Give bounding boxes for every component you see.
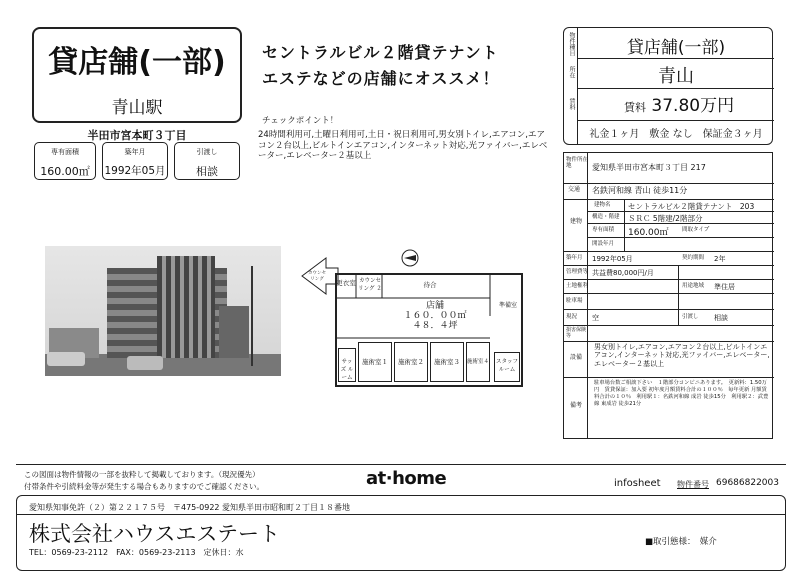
staff-room: スタッフ ルーム xyxy=(494,352,520,382)
building-photo xyxy=(45,246,281,376)
page-title: 貸店舗(一部) xyxy=(48,45,226,80)
treatment-room-4: 施術室４ xyxy=(466,342,490,382)
detail-fee: 共益費80,000円/月 xyxy=(592,269,654,277)
deal-type: ■取引態様： 媒介 xyxy=(645,537,717,547)
counsel-room-2: カウンセリング ２ xyxy=(358,278,382,292)
detail-built: 1992年05月 xyxy=(592,255,633,263)
headline-2: エステなどの店舗にオススメ！ xyxy=(262,69,500,88)
floor-plan xyxy=(300,246,540,391)
detail-transport: 名鉄河和線 青山 徒歩11分 xyxy=(592,186,688,195)
right-kind: 貸店舗(一部) xyxy=(626,38,726,58)
detail-use: 準住居 xyxy=(714,283,735,291)
treatment-room-3: 施術室３ xyxy=(430,342,464,382)
disclaimer-1: この図面は物件情報の一部を抜粋して掲載しております。（現況優先） xyxy=(24,470,260,479)
checkpoint-title: チェックポイント！ xyxy=(262,116,339,126)
treatment-room-2: 施術室２ xyxy=(394,342,428,382)
detail-notes: 駐車場台数ご相談下さい １階部分コンビニあります。 更新料：1.50万円 賃貸保証：加入要 初年度月額賃料合計の１００％ 毎年更新 月額賃料合計の１０％ 利用駅１：名鉄河和線 成岩 徒歩15分 利用駅２：武豊線 東成岩 徒歩21分 xyxy=(594,380,769,407)
backyard-room: サッズ ルーム xyxy=(338,348,356,382)
counseling-room-1: カウンセリング xyxy=(308,271,326,282)
right-detail-table: 物件所在地 愛知県半田市宮本町３丁目 217 交通 名鉄河和線 青山 徒歩11分 建物 建物名 セントラルビル２階貸テナント 203 構造・階建 ＳＲＣ 5階建/2階部分 専有面積 160.00㎡ 間取タイプ 開設年月 築年月 1992年05月 契約期間 2年 管理費等 共益費80,000円/月 土地権利 用途地域 準住居 駐車場 現況 空 引渡し 相談 損害保険 等 設備 男女別トイレ,エアコン,エアコン２台以上,ビルトインエアコン,インターネット対応,光ファイバー,エレベーター,エレベーター２基以上 備考 駐車場台数ご相談下さい １階部分コンビニあります。 更新料：1.50万円 賃貸保証：加入要 初年度月額賃料合計の１００％ 毎年更新 月額賃料合計の１０％ 利用駅１：名鉄河和線 成岩 徒歩15分 利用駅２：武豊線 東成岩 徒歩21分 xyxy=(563,152,773,439)
detail-contract: 2年 xyxy=(714,255,726,263)
checkpoint-text: 24時間利用可,土曜日利用可,土日・祝日利用可,男女別トイレ,エアコン,エアコン２台以上,ビルトインエアコン,インターネット対応,光ファイバー,エレベーター,エレベーター２基以上 xyxy=(258,130,548,162)
detail-facility: 男女別トイレ,エアコン,エアコン２台以上,ビルトインエアコン,インターネット対応,光ファイバー,エレベーター,エレベーター２基以上 xyxy=(594,343,770,368)
store-label: 店舗 １６０．００㎡ ４８．４坪 xyxy=(403,301,467,331)
address-short: 半田市宮本町３丁目 xyxy=(87,129,187,142)
property-id-label: 物件番号 xyxy=(677,480,709,489)
title-box xyxy=(32,27,242,123)
detail-building: セントラルビル２階貸テナント 203 xyxy=(628,202,755,211)
area-badge: 専有面積 160.00㎡ xyxy=(34,142,96,180)
handover-badge: 引渡し 相談 xyxy=(174,142,240,180)
built-badge: 築年月 1992年05月 xyxy=(102,142,168,180)
property-id: 69686822003 xyxy=(716,478,779,488)
storage-room: 準備室 xyxy=(498,302,517,309)
license-text: 愛知県知事免許（２）第２２１７５号 〒475-0922 愛知県半田市昭和町２丁目１８番地 xyxy=(29,503,351,512)
detail-current: 空 xyxy=(592,314,599,322)
detail-floor-area: 160.00㎡ xyxy=(628,228,669,238)
waiting-area: 待合 xyxy=(423,281,437,289)
detail-structure: ＳＲＣ 5階建/2階部分 xyxy=(628,214,703,223)
detail-location: 愛知県半田市宮本町３丁目 217 xyxy=(592,163,706,172)
company-box xyxy=(16,495,786,571)
detail-handover: 相談 xyxy=(714,314,728,322)
athome-logo: at·home xyxy=(366,468,447,489)
treatment-room-1: 施術室１ xyxy=(358,342,392,382)
changing-room: 更衣室 xyxy=(336,279,356,287)
right-summary: 物件種目 所在 賃料 貸店舗(一部) 青山 賃料 37.80万円 礼金１ヶ月 敷金 なし 保証金３ヶ月 xyxy=(563,27,773,145)
right-price: 賃料 37.80万円 xyxy=(624,96,735,116)
company-name: 株式会社ハウスエステート xyxy=(29,522,280,546)
infosheet-label: infosheet xyxy=(614,478,661,489)
disclaimer-2: 付帯条件や引続料金等が発生する場合もありますのでご確認ください。 xyxy=(24,482,264,491)
right-area: 青山 xyxy=(658,66,694,87)
headline-1: セントラルビル２階貸テナント xyxy=(262,43,499,62)
station-name: 青山駅 xyxy=(111,98,163,118)
company-contact: TEL：0569-23-2112 FAX：0569-23-2113 定休日：水 xyxy=(29,548,244,557)
right-deposit: 礼金１ヶ月 敷金 なし 保証金３ヶ月 xyxy=(589,129,763,140)
